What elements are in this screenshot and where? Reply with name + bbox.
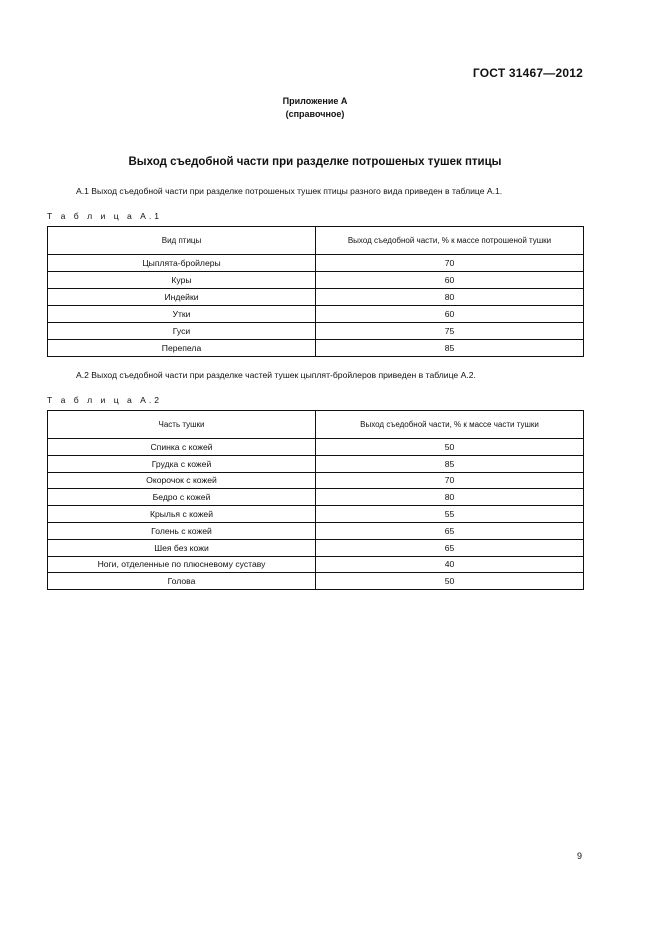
table-cell: Индейки xyxy=(48,289,316,306)
table-row xyxy=(48,439,584,456)
table-cell: Ноги, отделенные по плюсневому суставу xyxy=(48,556,316,573)
table-cell: 50 xyxy=(316,439,584,456)
column-header: Часть тушки xyxy=(48,411,316,439)
table-a2 xyxy=(47,410,584,590)
table-cell: 70 xyxy=(316,472,584,489)
table-row xyxy=(48,573,584,590)
table-row xyxy=(48,255,584,272)
page-number: 9 xyxy=(576,851,582,861)
table-cell: 55 xyxy=(316,506,584,523)
table-row xyxy=(48,489,584,506)
table-cell: Шея без кожи xyxy=(48,539,316,556)
table-cell: 80 xyxy=(316,489,584,506)
table-cell: 65 xyxy=(316,522,584,539)
column-header: Выход съедобной части, % к массе потрошеной тушки xyxy=(316,227,584,255)
column-header: Выход съедобной части, % к массе части тушки xyxy=(316,411,584,439)
column-header: Вид птицы xyxy=(48,227,316,255)
table-row xyxy=(48,522,584,539)
table-cell: 40 xyxy=(316,556,584,573)
table-cell: 60 xyxy=(316,306,584,323)
table-a2-caption: Т а б л и ц а А.2 xyxy=(47,395,163,405)
appendix-title: Приложение А xyxy=(282,96,348,106)
table-header-row xyxy=(48,411,584,439)
table-cell: Бедро с кожей xyxy=(48,489,316,506)
page-heading: Выход съедобной части при разделке потрошеных тушек птицы xyxy=(128,156,502,168)
table-cell: Утки xyxy=(48,306,316,323)
standard-id: ГОСТ 31467—2012 xyxy=(472,66,583,80)
table-cell: 80 xyxy=(316,289,584,306)
table-cell: Куры xyxy=(48,272,316,289)
table-header-row xyxy=(48,227,584,255)
table-cell: Перепела xyxy=(48,340,316,357)
table-row xyxy=(48,323,584,340)
table-cell: 65 xyxy=(316,539,584,556)
table-row xyxy=(48,289,584,306)
table-a1-caption: Т а б л и ц а А.1 xyxy=(47,211,163,221)
section-a1-text: А.1 Выход съедобной части при разделке потрошеных тушек птицы разного вида приведен в таблице А.1. xyxy=(76,186,503,196)
table-cell: 60 xyxy=(316,272,584,289)
appendix-status: (справочное) xyxy=(285,109,345,119)
table-row xyxy=(48,506,584,523)
table-row xyxy=(48,556,584,573)
table-a1 xyxy=(47,226,584,357)
table-cell: 85 xyxy=(316,340,584,357)
table-row xyxy=(48,455,584,472)
table-cell: Гуси xyxy=(48,323,316,340)
table-row xyxy=(48,472,584,489)
table-cell: Окорочок с кожей xyxy=(48,472,316,489)
table-cell: Спинка с кожей xyxy=(48,439,316,456)
table-cell: Голова xyxy=(48,573,316,590)
table-cell: 85 xyxy=(316,455,584,472)
table-cell: Цыплята-бройлеры xyxy=(48,255,316,272)
table-cell: 75 xyxy=(316,323,584,340)
table-cell: Голень с кожей xyxy=(48,522,316,539)
table-cell: Крылья с кожей xyxy=(48,506,316,523)
section-a2-text: А.2 Выход съедобной части при разделке частей тушек цыплят-бройлеров приведен в таблице А.2. xyxy=(76,370,476,380)
table-row xyxy=(48,306,584,323)
table-row xyxy=(48,340,584,357)
table-cell: 70 xyxy=(316,255,584,272)
table-cell: 50 xyxy=(316,573,584,590)
table-row xyxy=(48,272,584,289)
table-row xyxy=(48,539,584,556)
table-cell: Грудка с кожей xyxy=(48,455,316,472)
